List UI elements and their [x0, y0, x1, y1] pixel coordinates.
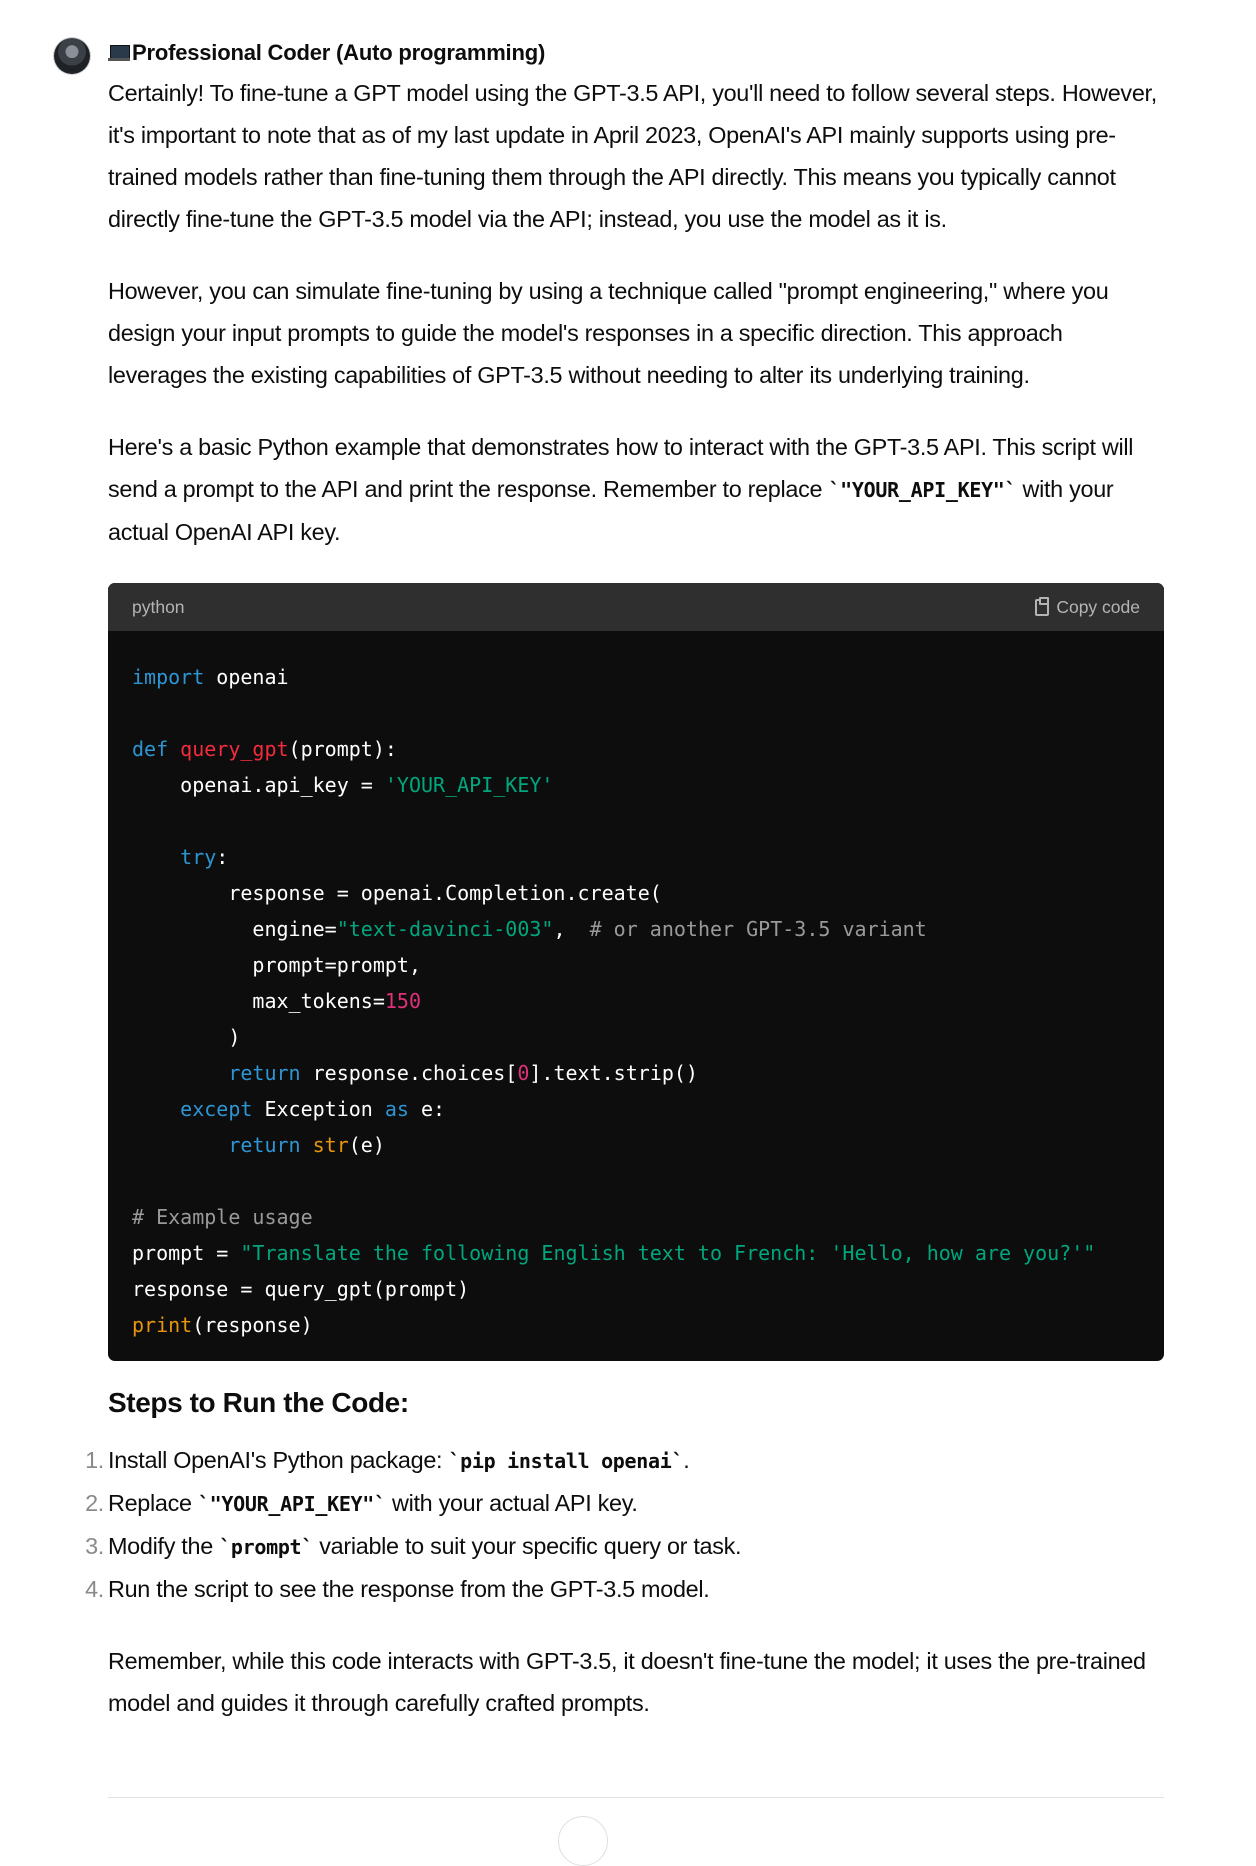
author-name	[108, 38, 545, 68]
avatar[interactable]	[54, 38, 90, 74]
copy-code-label: Copy code	[1056, 596, 1140, 617]
inline-code: `prompt`	[219, 1535, 314, 1559]
steps-heading: Steps to Run the Code:	[108, 1387, 409, 1418]
paragraph-example-text: Here's a basic Python example that demonstrates how to interact with the GPT-3.5 API. This script will send a prompt to the API and print the response. Remember to replace	[108, 434, 1134, 502]
list-item	[85, 1525, 1164, 1568]
inline-code: `"YOUR_API_KEY"`	[828, 478, 1017, 502]
message-content	[85, 72, 1164, 1754]
scroll-down-button[interactable]	[558, 1816, 608, 1866]
code-block	[108, 583, 1164, 1361]
step-text: Run the script to see the response from the GPT-3.5 model.	[108, 1576, 710, 1602]
steps-list	[85, 1439, 1164, 1610]
laptop-icon	[108, 44, 130, 62]
list-item	[85, 1482, 1164, 1525]
step-number: 4.	[85, 1576, 104, 1602]
step-text: Modify the	[108, 1533, 220, 1559]
clipboard-icon	[1035, 599, 1049, 616]
list-item	[85, 1568, 1164, 1610]
paragraph-example	[108, 426, 1164, 553]
step-text-end: variable to suit your specific query or task.	[313, 1533, 742, 1559]
step-number: 2.	[85, 1490, 104, 1516]
step-number: 3.	[85, 1533, 104, 1559]
step-text: Install OpenAI's Python package:	[108, 1447, 449, 1473]
step-text-end: .	[683, 1447, 690, 1473]
list-item	[85, 1439, 1164, 1482]
paragraph-example-text-end: with your actual OpenAI API key.	[108, 476, 1114, 545]
divider	[108, 1797, 1164, 1798]
copy-code-button[interactable]	[1035, 597, 1140, 618]
paragraph-closing: Remember, while this code interacts with GPT-3.5, it doesn't fine-tune the model; it uses the pre-trained model and guides it through carefully crafted prompts.	[108, 1648, 1146, 1716]
inline-code: `pip install openai`	[448, 1449, 684, 1473]
step-text-end: with your actual API key.	[385, 1490, 638, 1516]
paragraph-prompt-engineering: However, you can simulate fine-tuning by using a technique called "prompt engineering," where you design your input prompts to guide the model's responses in a specific direction. This approach leverages the existing capabilities of GPT-3.5 without needing to alter its underlying training.	[108, 278, 1109, 388]
code-language: python	[132, 596, 185, 617]
step-text: Replace	[108, 1490, 198, 1516]
author-label: Professional Coder (Auto programming)	[132, 40, 546, 65]
paragraph-intro: Certainly! To fine-tune a GPT model using the GPT-3.5 API, you'll need to follow several steps. However, it's important to note that as of my last update in April 2023, OpenAI's API mainly supports using pre-trained models rather than fine-tuning them through the API directly. This means you typically cannot directly fine-tune the GPT-3.5 model via the API; instead, you use the model as it is.	[108, 80, 1157, 232]
code-content[interactable]: import openai def query_gpt(prompt): openai.api_key = 'YOUR_API_KEY' try: response = openai.Completion.create( engine="text-davinci-003", # or another GPT-3.5 variant prompt=prompt, max_tokens=150 ) return response.choices[0].text.strip() except Exception as e: return str(e) # Example usage prompt = "Translate the following English text to French: 'Hello, how are you?'" response = query_gpt(prompt) print(response)	[132, 665, 1096, 1337]
inline-code: `"YOUR_API_KEY"`	[197, 1492, 386, 1516]
code-block-header	[108, 583, 1164, 631]
step-number: 1.	[85, 1447, 104, 1473]
